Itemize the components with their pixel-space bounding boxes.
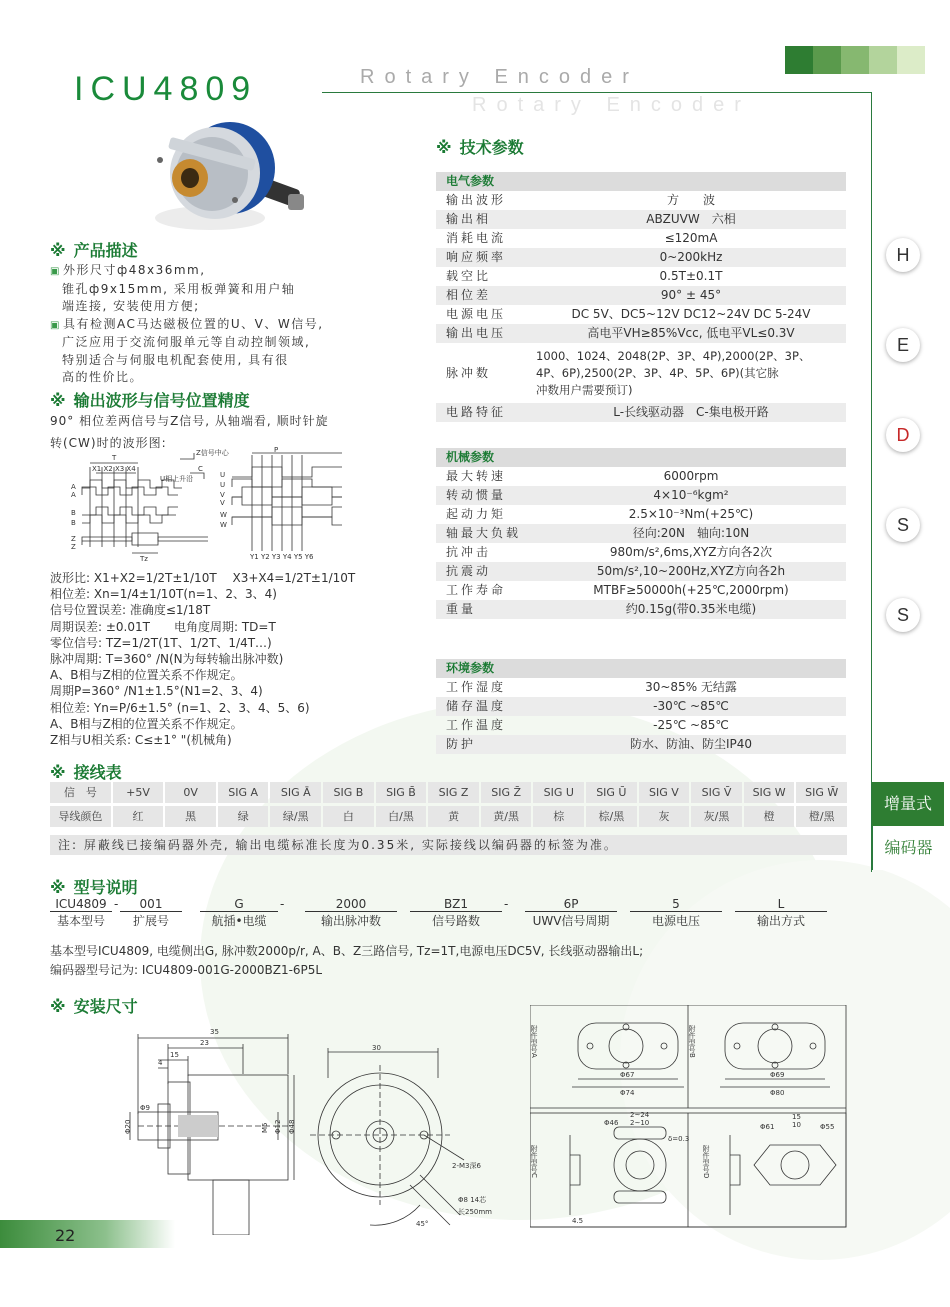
mechanical-header: 机械参数 <box>436 448 846 467</box>
svg-text:15: 15 <box>792 1113 801 1121</box>
spec-row: 消耗电流 ≤120mA <box>446 231 718 245</box>
svg-text:Φ9: Φ9 <box>140 1104 150 1112</box>
wiring-color-cell: 黄/黑 <box>481 806 532 827</box>
wiring-signal-cell: SIG V̄ <box>691 782 742 803</box>
svg-text:Φ20: Φ20 <box>124 1119 132 1134</box>
wiring-signal-cell: SIG Ā <box>270 782 321 803</box>
product-desc: ▣ 外形尺寸ф48x36mm, 锥孔ф9x15mm, 采用板弹簧和用户轴 端连接, 安装使用方便; ▣ 具有检测AC马达磁极位置的U、V、W信号, 广泛应用于交流伺服单元等自动控制领域, 特别适合与伺服电机配套使用, 具有很 高的性价比。 <box>50 263 324 384</box>
wiring-signal-cell: SIG A <box>218 782 269 803</box>
wf-P: P <box>274 446 279 454</box>
environment-table <box>436 659 846 754</box>
svg-text:Φ61: Φ61 <box>760 1123 775 1131</box>
page-number-bar <box>0 1220 175 1248</box>
wiring-signal-cell: SIG B̄ <box>376 782 427 803</box>
encoder-photo <box>140 118 310 243</box>
wiring-signal-cell: SIG W <box>744 782 795 803</box>
wiring-signal-cell: 信 号 <box>50 782 111 803</box>
wiring-signal-cell: SIG U <box>533 782 584 803</box>
spec-row: 轴最大负载 径向:20N 轴向:10N <box>436 524 846 543</box>
wf-X: X1 X2 X3 X4 <box>92 465 136 473</box>
svg-text:附件型号B: 附件型号B <box>688 1025 696 1058</box>
spec-row: 防护 防水、防油、防尘IP40 <box>436 735 846 754</box>
model-part: 001 扩展号 <box>120 897 182 929</box>
wf-C: C <box>198 465 203 473</box>
specs-title: ※ 技术参数 <box>436 138 524 157</box>
electrical-header: 电气参数 <box>436 172 846 191</box>
model-dash: - <box>504 897 509 911</box>
wiring-color-cell: 白/黑 <box>376 806 427 827</box>
wf-Zbar: Z <box>71 543 76 551</box>
environment-header: 环境参数 <box>436 659 846 678</box>
subtitle-shadow: Rotary Encoder <box>472 94 751 116</box>
model-dash: - <box>280 897 285 911</box>
spec-row: 电源电压 DC 5V、DC5~12V DC12~24V DC 5-24V <box>446 307 811 321</box>
model-code-breakdown <box>50 897 850 937</box>
spec-row: 响应频率 0~200kHz <box>436 248 846 267</box>
svg-text:Φ12: Φ12 <box>274 1119 282 1134</box>
wiring-signal-cell: SIG B <box>323 782 374 803</box>
header-rule <box>322 92 872 93</box>
wiring-note: 注: 屏蔽线已接编码器外壳, 输出电缆标准长度为0.35米, 实际接线以编码器的标签为准。 <box>50 835 847 855</box>
svg-text:10: 10 <box>792 1121 801 1129</box>
wf-Abar: A <box>71 491 76 499</box>
wf-Ubar: U <box>220 481 226 489</box>
wf-zcenter: Z信号中心 <box>196 449 229 457</box>
spec-row: 重量 约0.15g(带0.35米电缆) <box>436 600 846 619</box>
waveform-intro: 90° 相位差两信号与Z信号, 从轴端看, 顺时针旋 转(CW)时的波形图: <box>50 414 329 450</box>
spec-row: 最大转速 6000rpm <box>446 469 719 483</box>
spec-row: 起动力矩 2.5×10⁻³Nm(+25℃) <box>446 507 754 521</box>
spec-row: 输出波形 方 波 <box>446 193 715 207</box>
spec-row: 相位差 90° ± 45° <box>436 286 846 305</box>
wiring-color-cell: 橙/黑 <box>796 806 847 827</box>
svg-text:Φ48: Φ48 <box>288 1119 296 1134</box>
wf-Wbar: W <box>220 521 227 529</box>
wiring-color-cell: 灰/黑 <box>691 806 742 827</box>
wiring-signal-cell: SIG W̄ <box>796 782 847 803</box>
wiring-color-cell: 白 <box>323 806 374 827</box>
side-tab-e-1[interactable]: E <box>886 328 920 362</box>
accessory-drawings <box>530 1005 850 1230</box>
swatch <box>841 46 869 74</box>
svg-text:δ=0.3: δ=0.3 <box>668 1135 690 1143</box>
spec-row: 输出相 ABZUVW 六相 <box>436 210 846 229</box>
spec-row: 储存温度 -30℃ ~85℃ <box>436 697 846 716</box>
svg-text:Φ55: Φ55 <box>820 1123 835 1131</box>
wiring-color-cell: 灰 <box>639 806 690 827</box>
wf-A: A <box>71 483 76 491</box>
svg-text:15: 15 <box>170 1051 179 1059</box>
wiring-signal-cell: +5V <box>113 782 164 803</box>
swatch <box>785 46 813 74</box>
spec-row-pulse: 脉冲数 1000、1024、2048(2P、3P、4P),2000(2P、3P、 4P、6P),2500(2P、3P、4P、5P、6P)(其它脉 冲数用户需要预订) <box>436 343 846 403</box>
wiring-signal-cell: SIG V <box>639 782 690 803</box>
model-part: ICU4809 基本型号 <box>50 897 112 929</box>
wf-V: V <box>220 491 225 499</box>
side-tab-h-0[interactable]: H <box>886 238 920 272</box>
spec-row: 载空比 0.5T±0.1T <box>446 269 723 283</box>
wf-Tz: Tz <box>140 555 148 563</box>
page-number: 22 <box>55 1226 76 1245</box>
model-part: 6P UWV信号周期 <box>525 897 617 929</box>
model-example: 基本型号ICU4809, 电缆侧出G, 脉冲数2000p/r, A、B、Z三路信号, Tz=1T,电源电压DC5V, 长线驱动器输出L; 编码器型号记为: ICU4809-001G-2000BZ1-6P5L <box>50 944 644 977</box>
wf-Z: Z <box>71 535 76 543</box>
side-tab-d-2[interactable]: D <box>886 418 920 452</box>
category-incremental[interactable]: 增量式 <box>872 782 944 826</box>
wiring-color-cell: 绿/黑 <box>270 806 321 827</box>
model-part: G 航插•电缆 <box>200 897 278 929</box>
wiring-color-cell: 橙 <box>744 806 795 827</box>
svg-text:附件型号A: 附件型号A <box>530 1025 538 1058</box>
svg-text:4: 4 <box>158 1059 163 1067</box>
wiring-signal-cell: SIG Ū <box>586 782 637 803</box>
svg-text:30: 30 <box>372 1044 381 1052</box>
model-title: ICU4809 <box>74 70 258 108</box>
svg-text:Φ69: Φ69 <box>770 1071 785 1079</box>
wiring-table <box>50 782 847 830</box>
subtitle: Rotary Encoder <box>360 66 639 88</box>
wiring-color-cell: 棕 <box>533 806 584 827</box>
wiring-color-cell: 导线颜色 <box>50 806 111 827</box>
product-desc-title: ※ 产品描述 <box>50 241 138 260</box>
pulse-values: 1000、1024、2048(2P、3P、4P),2000(2P、3P、 4P、6P),2500(2P、3P、4P、5P、6P)(其它脉 冲数用户需要预订) <box>536 348 811 397</box>
model-part: BZ1 信号路数 <box>410 897 502 929</box>
category-encoder[interactable]: 编码器 <box>872 826 944 870</box>
spec-row-circuit: 电路特征 L-长线驱动器 C-集电极开路 <box>436 403 846 422</box>
wiring-signal-cell: SIG Z <box>428 782 479 803</box>
wf-W: W <box>220 511 227 519</box>
svg-text:23: 23 <box>200 1039 209 1047</box>
wf-urise: U相上升沿 <box>160 475 194 483</box>
svg-text:2-M3深6: 2-M3深6 <box>452 1162 481 1170</box>
bullet-icon: ▣ <box>50 266 61 277</box>
wiring-color-cell: 红 <box>113 806 164 827</box>
svg-text:45°: 45° <box>416 1220 429 1228</box>
mechanical-table <box>436 448 846 619</box>
svg-text:35: 35 <box>210 1028 219 1036</box>
spec-row: 转动惯量 4×10⁻⁶kgm² <box>436 486 846 505</box>
install-title: ※ 安装尺寸 <box>50 997 138 1016</box>
waveform-title: ※ 输出波形与信号位置精度 <box>50 391 250 410</box>
spec-row: 工作湿度 30~85% 无结露 <box>446 680 737 694</box>
svg-text:Φ46: Φ46 <box>604 1119 619 1127</box>
wf-Bbar: B <box>71 519 76 527</box>
spec-row: 输出电压 高电平VH≥85%Vcc, 低电平VL≤0.3V <box>436 324 846 343</box>
wiring-color-cell: 绿 <box>218 806 269 827</box>
waveform-diagram <box>68 445 398 567</box>
side-tab-s-4[interactable]: S <box>886 598 920 632</box>
wiring-title: ※ 接线表 <box>50 763 122 782</box>
wf-Y: Y1 Y2 Y3 Y4 Y5 Y6 <box>250 553 314 561</box>
swatch <box>869 46 897 74</box>
svg-text:附件型号D: 附件型号D <box>702 1145 710 1179</box>
spec-row: 抗震动 50m/s²,10~200Hz,XYZ方向各2h <box>436 562 846 581</box>
swatch <box>813 46 841 74</box>
svg-text:Φ67: Φ67 <box>620 1071 635 1079</box>
model-dash: - <box>114 897 119 911</box>
svg-text:2~10: 2~10 <box>630 1119 650 1127</box>
wf-Vbar: V <box>220 499 225 507</box>
wiring-color-cell: 黄 <box>428 806 479 827</box>
model-title-section: ※ 型号说明 <box>50 878 138 897</box>
svg-text:4.5: 4.5 <box>572 1217 584 1225</box>
side-rule <box>871 92 872 872</box>
model-part: 5 电源电压 <box>630 897 722 929</box>
wf-U: U <box>220 471 226 479</box>
front-view-drawing <box>310 1040 510 1240</box>
side-view-drawing <box>118 1020 303 1235</box>
svg-text:M5: M5 <box>261 1122 269 1133</box>
swatch <box>897 46 925 74</box>
spec-row: 抗冲击 980m/s²,6ms,XYZ方向各2次 <box>446 545 773 559</box>
electrical-table <box>436 172 846 422</box>
wiring-signal-cell: SIG Z̄ <box>481 782 532 803</box>
spec-row: 工作温度 -25℃ ~85℃ <box>446 718 729 732</box>
spec-row: 工作寿命 MTBF≥50000h(+25℃,2000rpm) <box>446 583 789 597</box>
svg-text:长250mm: 长250mm <box>458 1208 492 1216</box>
wiring-color-cell: 棕/黑 <box>586 806 637 827</box>
wf-T: T <box>112 454 117 462</box>
wiring-signal-cell: 0V <box>165 782 216 803</box>
wiring-color-cell: 黑 <box>165 806 216 827</box>
model-part: L 输出方式 <box>735 897 827 929</box>
svg-text:Φ8 14芯: Φ8 14芯 <box>458 1196 487 1204</box>
svg-text:附件型号C: 附件型号C <box>530 1145 538 1178</box>
bullet-icon: ▣ <box>50 319 61 331</box>
svg-text:2~24: 2~24 <box>630 1111 650 1119</box>
model-part: 2000 输出脉冲数 <box>305 897 397 929</box>
waveform-notes: 波形比: X1+X2=1/2T±1/10T X3+X4=1/2T±1/10T 相位差: Xn=1/4±1/10T(n=1、2、3、4) 信号位置误差: 准确度≤1/18T 周期误差: ±0.01T 电角度周期: TD=T 零位信号: TZ=1/2T(1T、1/2T、1/4T…) 脉冲周期: T=360° /N(N为每转输出脉冲数) A、B相与Z相的位置关系不作规定。 周期P=360° /N1±1.5°(N1=2、3、4) 相位差: Yn=P/6±1.5° (n=1、2、3、4、5、6) A、B相与Z相的位置关系不作规定。 Z相与U相关系: C≤±1° "(机械角) <box>50 571 356 748</box>
svg-text:Φ74: Φ74 <box>620 1089 635 1097</box>
svg-text:Φ80: Φ80 <box>770 1089 785 1097</box>
side-tab-s-3[interactable]: S <box>886 508 920 542</box>
wf-B: B <box>71 509 76 517</box>
